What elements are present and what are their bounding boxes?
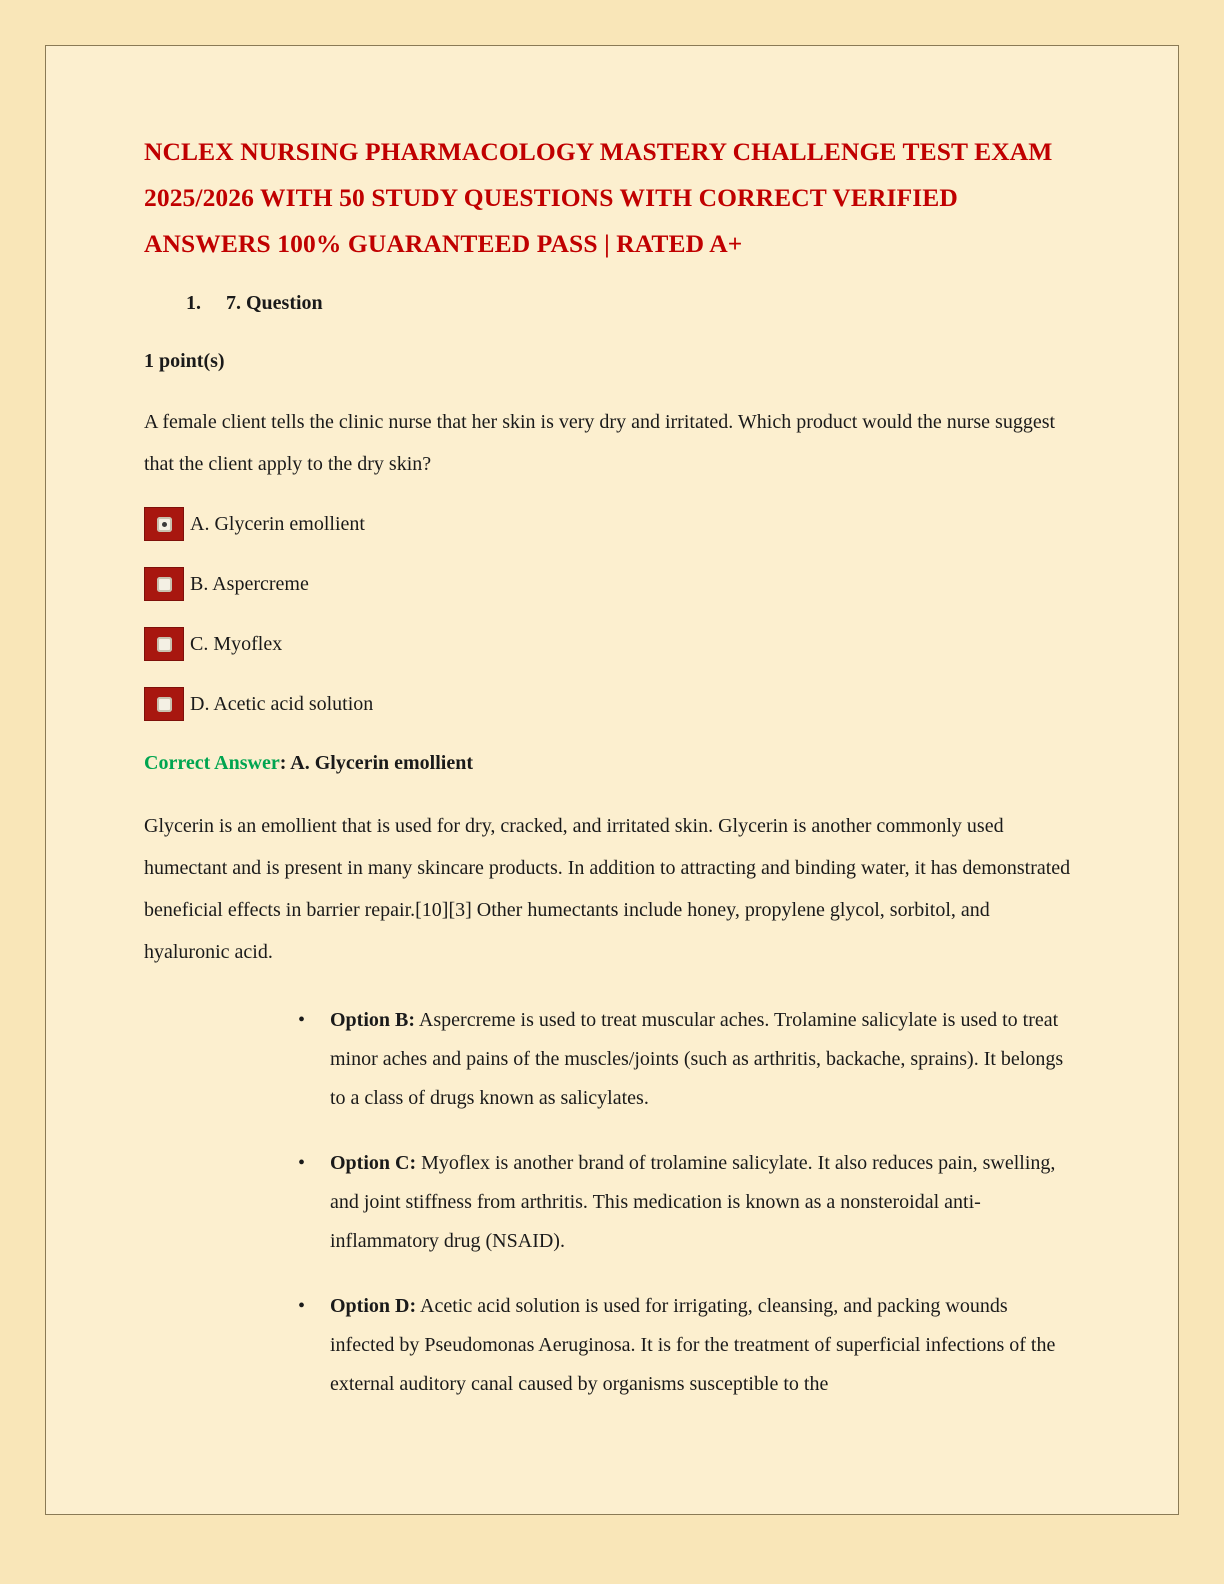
radio-inner <box>157 577 172 592</box>
radio-button-icon[interactable] <box>144 507 184 541</box>
radio-inner <box>157 517 172 532</box>
choice-c-label: C. Myoflex <box>190 633 283 655</box>
choice-d-label: D. Acetic acid solution <box>190 693 374 715</box>
correct-answer-value: : A. Glycerin emollient <box>279 752 473 774</box>
document-page <box>45 45 1179 1515</box>
option-note-text: Aspercreme is used to treat muscular aches. Trolamine salicylate is used to treat minor aches and pains of the muscles/joints (such as arthritis, backache, sprains). It belongs to a class of drugs known as salicylates. <box>330 1009 1064 1109</box>
document-content <box>144 129 1074 1430</box>
list-item <box>294 1144 1074 1261</box>
option-note-label: Option C: <box>330 1152 417 1174</box>
radio-dot <box>162 522 167 527</box>
bullet-icon: • <box>298 1295 306 1317</box>
choice-c[interactable] <box>144 627 1074 661</box>
correct-answer <box>144 749 1074 777</box>
option-note-text: Acetic acid solution is used for irrigating, cleansing, and packing wounds infected by Pseudomonas Aeruginosa. It is for the treatment of superficial infections of the external auditory canal caused by organisms susceptible to the <box>330 1295 1056 1395</box>
question-text: A female client tells the clinic nurse that her skin is very dry and irritated. Which product would the nurse suggest that the client apply to the dry skin? <box>144 411 1056 475</box>
bullet-icon: • <box>298 1009 306 1031</box>
option-note-text: Myoflex is another brand of trolamine salicylate. It also reduces pain, swelling, and joint stiffness from arthritis. This medication is known as a nonsteroidal anti-inflammatory drug (NSAID). <box>330 1152 1056 1252</box>
list-item <box>294 1001 1074 1118</box>
radio-inner <box>157 697 172 712</box>
option-note-label: Option B: <box>330 1009 416 1031</box>
answer-choices <box>144 507 1074 721</box>
radio-button-icon[interactable] <box>144 687 184 721</box>
choice-b[interactable] <box>144 567 1074 601</box>
question-heading-list <box>144 289 1074 317</box>
option-note-label: Option D: <box>330 1295 417 1317</box>
answer-explanation: Glycerin is an emollient that is used for dry, cracked, and irritated skin. Glycerin is another commonly used humectant and is present in many skincare products. In addition to attracting and binding water, it has demonstrated beneficial effects in barrier repair.[10][3] Other humectants include honey, propylene glycol, sorbitol, and hyaluronic acid. <box>144 815 1071 963</box>
radio-button-icon[interactable] <box>144 567 184 601</box>
option-notes-list <box>144 1001 1074 1404</box>
choice-b-label: B. Aspercreme <box>190 573 309 595</box>
page-title: NCLEX NURSING PHARMACOLOGY MASTERY CHALLENGE TEST EXAM 2025/2026 WITH 50 STUDY QUESTIONS WITH CORRECT VERIFIED ANSWERS 100% GUARANTEED PASS | RATED A+ <box>144 137 1053 258</box>
question-heading <box>186 289 1074 317</box>
correct-answer-label: Correct Answer <box>144 752 280 774</box>
radio-inner <box>157 637 172 652</box>
question-points: 1 point(s) <box>144 350 225 372</box>
radio-button-icon[interactable] <box>144 627 184 661</box>
choice-a-label: A. Glycerin emollient <box>190 513 365 535</box>
choice-d[interactable] <box>144 687 1074 721</box>
bullet-icon: • <box>298 1152 306 1174</box>
list-item <box>294 1287 1074 1404</box>
question-number: 1. <box>186 292 201 314</box>
question-label: 7. Question <box>226 292 323 314</box>
choice-a[interactable] <box>144 507 1074 541</box>
